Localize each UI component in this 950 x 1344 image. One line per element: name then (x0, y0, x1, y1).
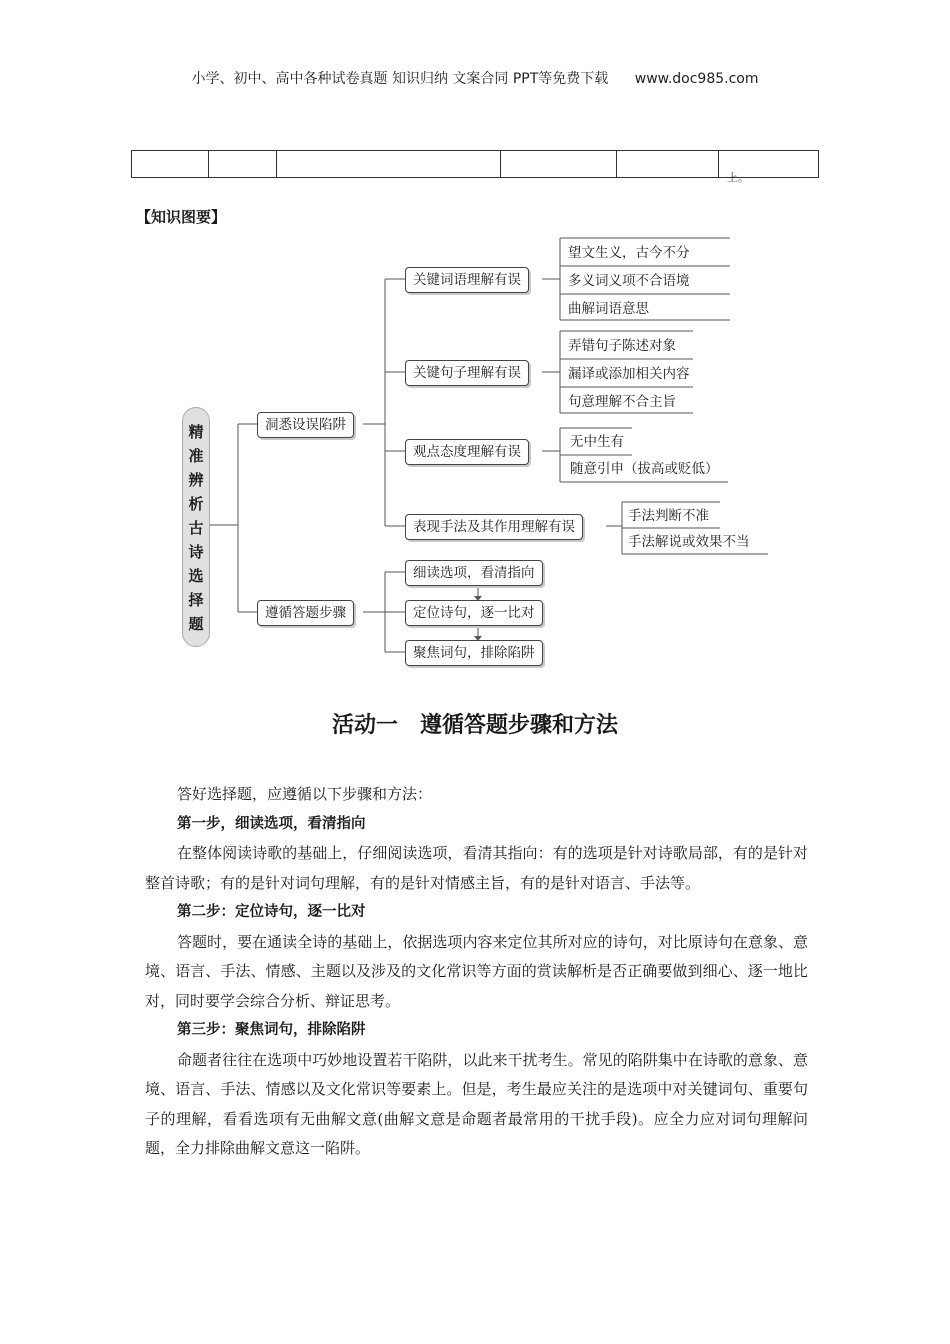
leaf: 弄错句子陈述对象 (568, 338, 676, 354)
paragraph: 在整体阅读诗歌的基础上，仔细阅读选项，看清其指向：有的选项是针对诗歌局部，有的是针对整首诗歌；有的是针对词句理解，有的是针对情感主旨，有的是针对语言、手法等。 (145, 844, 808, 892)
step-heading: 第二步：定位诗句，逐一比对 (177, 904, 366, 920)
header-site[interactable]: www.doc985.com (634, 71, 759, 87)
leaf: 多义词义项不合语境 (568, 273, 690, 289)
step-node: 细读选项，看清指向 (405, 560, 543, 586)
leaf: 无中生有 (570, 434, 624, 450)
diagram-root: 精 准 辨 析 古 诗 选 择 题 (182, 407, 210, 647)
branch-steps: 遵循答题步骤 (257, 600, 354, 626)
leaf: 曲解词语意思 (568, 301, 649, 317)
leaf: 漏译或添加相关内容 (568, 366, 690, 382)
body-text (145, 780, 808, 1164)
section-label: 【知识图要】 (136, 208, 227, 226)
step-heading: 第一步，细读选项，看清指向 (177, 815, 366, 832)
leaf: 句意理解不合主旨 (568, 394, 676, 410)
leaf: 手法判断不准 (628, 508, 709, 524)
sub-attitude: 观点态度理解有误 (405, 439, 529, 465)
step-node: 定位诗句，逐一比对 (405, 600, 543, 626)
step-node: 聚焦词句，排除陷阱 (405, 640, 543, 666)
sub-sentence: 关键句子理解有误 (405, 360, 529, 386)
sub-technique: 表现手法及其作用理解有误 (405, 514, 583, 540)
leaf: 随意引申（拔高或贬低） (570, 461, 719, 477)
sub-keyword: 关键词语理解有误 (405, 267, 529, 293)
activity-title: 活动一 遵循答题步骤和方法 (331, 713, 618, 738)
paragraph: 答题时，要在通读全诗的基础上，依据选项内容来定位其所对应的诗句，对比原诗句在意象、意境、语言、手法、情感、主题以及涉及的文化常识等方面的赏读解析是否正确要做到细心、逐一地比对，同时要学会综合分析、辩证思考。 (145, 932, 808, 1010)
step-heading: 第三步：聚焦词句，排除陷阱 (177, 1022, 366, 1038)
leaf: 望文生义，古今不分 (568, 245, 690, 261)
intro-paragraph: 答好选择题，应遵循以下步骤和方法： (177, 785, 433, 803)
header-text: 小学、初中、高中各种试卷真题 知识归纳 文案合同 PPT等免费下载 (191, 71, 609, 87)
paragraph: 命题者往往在选项中巧妙地设置若干陷阱，以此来干扰考生。常见的陷阱集中在诗歌的意象、意境、语言、手法、情感以及文化常识等要素上。但是，考生最应关注的是选项中对关键词句、重要句子的理解，看看选项有无曲解文意(曲解文意是命题者最常用的干扰手段)。应全力应对词句理解问题，全力排除曲解文意这一陷阱。 (145, 1050, 808, 1157)
leaf: 手法解说或效果不当 (628, 534, 750, 550)
table-cell: 上。 (719, 151, 819, 178)
branch-traps: 洞悉设误陷阱 (257, 412, 354, 438)
